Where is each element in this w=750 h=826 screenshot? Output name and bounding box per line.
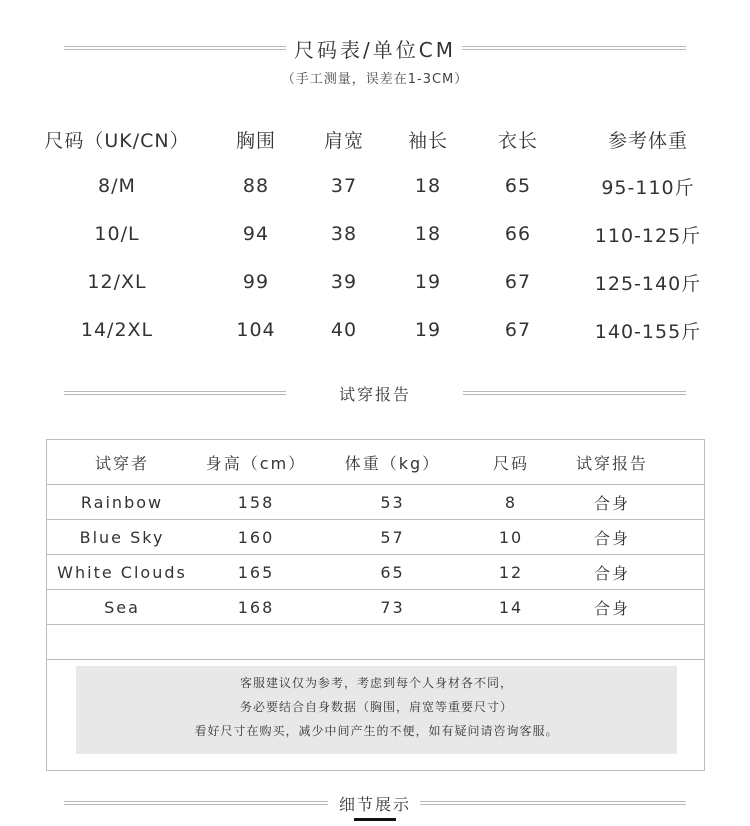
weight-cell: 73 bbox=[315, 590, 470, 625]
bust-cell: 99 bbox=[242, 271, 270, 293]
size-cell: 8 bbox=[470, 485, 552, 520]
size-col-header: 尺码（UK/CN） bbox=[44, 129, 190, 152]
sleeve-cell: 18 bbox=[414, 175, 442, 197]
size-cell: 14 bbox=[470, 590, 552, 625]
measurement-note: （手工测量，误差在1-3CM） bbox=[281, 72, 469, 87]
details-underline bbox=[354, 818, 396, 821]
advice-box bbox=[76, 666, 677, 754]
size-cell: 8/M bbox=[98, 175, 136, 197]
shoulder-cell: 40 bbox=[330, 319, 358, 341]
table-row bbox=[22, 258, 728, 306]
length-cell: 67 bbox=[504, 319, 532, 341]
table-row bbox=[22, 162, 728, 210]
weight-cell: 110-125斤 bbox=[594, 224, 702, 247]
table-row bbox=[47, 485, 704, 520]
length-cell: 67 bbox=[504, 271, 532, 293]
table-row bbox=[47, 590, 704, 625]
length-col-header: 衣长 bbox=[497, 129, 538, 152]
report-cell: 合身 bbox=[552, 485, 672, 520]
report-cell: 合身 bbox=[552, 520, 672, 555]
size-chart-title: 尺码表/单位CM bbox=[288, 38, 462, 62]
table-row bbox=[47, 555, 704, 590]
sleeve-cell: 19 bbox=[414, 271, 442, 293]
table-row bbox=[47, 520, 704, 555]
weight-cell: 95-110斤 bbox=[601, 176, 695, 199]
advice-line: 务必要结合自身数据（胸围，肩宽等重要尺寸） bbox=[239, 700, 513, 714]
size-table-header-row bbox=[22, 116, 728, 162]
details-title: 细节展示 bbox=[333, 795, 417, 814]
height-cell: 165 bbox=[197, 555, 315, 590]
table-row bbox=[22, 210, 728, 258]
advice-line: 客服建议仅为参考，考虑到每个人身材各不同， bbox=[239, 676, 513, 690]
tester-cell: Sea bbox=[47, 590, 197, 625]
sleeve-cell: 18 bbox=[414, 223, 442, 245]
weight-cell: 125-140斤 bbox=[594, 272, 702, 295]
bust-col-header: 胸围 bbox=[235, 129, 276, 152]
empty-row bbox=[47, 625, 704, 660]
weight-col-header: 参考体重 bbox=[607, 129, 688, 152]
weight-cell: 57 bbox=[315, 520, 470, 555]
size-cell: 12 bbox=[470, 555, 552, 590]
size-col-header: 尺码 bbox=[492, 453, 529, 473]
tester-cell: White Clouds bbox=[47, 555, 197, 590]
shoulder-col-header: 肩宽 bbox=[323, 129, 364, 152]
tester-cell: Blue Sky bbox=[47, 520, 197, 555]
weight-col-header: 体重（kg） bbox=[344, 453, 441, 473]
shoulder-cell: 38 bbox=[330, 223, 358, 245]
report-col-header: 试穿报告 bbox=[575, 453, 648, 473]
size-cell: 12/XL bbox=[87, 271, 147, 293]
size-cell: 14/2XL bbox=[80, 319, 154, 341]
height-cell: 158 bbox=[197, 485, 315, 520]
bust-cell: 104 bbox=[236, 319, 276, 341]
length-cell: 66 bbox=[504, 223, 532, 245]
bust-cell: 88 bbox=[242, 175, 270, 197]
advice-line: 看好尺寸在购买，减少中间产生的不便，如有疑问请咨询客服。 bbox=[194, 724, 559, 738]
shoulder-cell: 39 bbox=[330, 271, 358, 293]
fit-report-title: 试穿报告 bbox=[333, 385, 417, 404]
length-cell: 65 bbox=[504, 175, 532, 197]
report-cell: 合身 bbox=[552, 555, 672, 590]
sleeve-cell: 19 bbox=[414, 319, 442, 341]
fit-report-table bbox=[47, 440, 704, 660]
weight-cell: 53 bbox=[315, 485, 470, 520]
fit-report-box bbox=[46, 439, 705, 771]
weight-cell: 140-155斤 bbox=[594, 320, 702, 343]
height-col-header: 身高（cm） bbox=[205, 453, 307, 473]
weight-cell: 65 bbox=[315, 555, 470, 590]
report-header-row bbox=[47, 440, 704, 485]
tester-col-header: 试穿者 bbox=[94, 453, 149, 473]
tester-cell: Rainbow bbox=[47, 485, 197, 520]
table-row bbox=[22, 306, 728, 354]
report-cell: 合身 bbox=[552, 590, 672, 625]
height-cell: 168 bbox=[197, 590, 315, 625]
size-chart-table bbox=[22, 116, 728, 354]
height-cell: 160 bbox=[197, 520, 315, 555]
sleeve-col-header: 袖长 bbox=[407, 129, 448, 152]
size-cell: 10/L bbox=[94, 223, 140, 245]
bust-cell: 94 bbox=[242, 223, 270, 245]
size-cell: 10 bbox=[470, 520, 552, 555]
shoulder-cell: 37 bbox=[330, 175, 358, 197]
